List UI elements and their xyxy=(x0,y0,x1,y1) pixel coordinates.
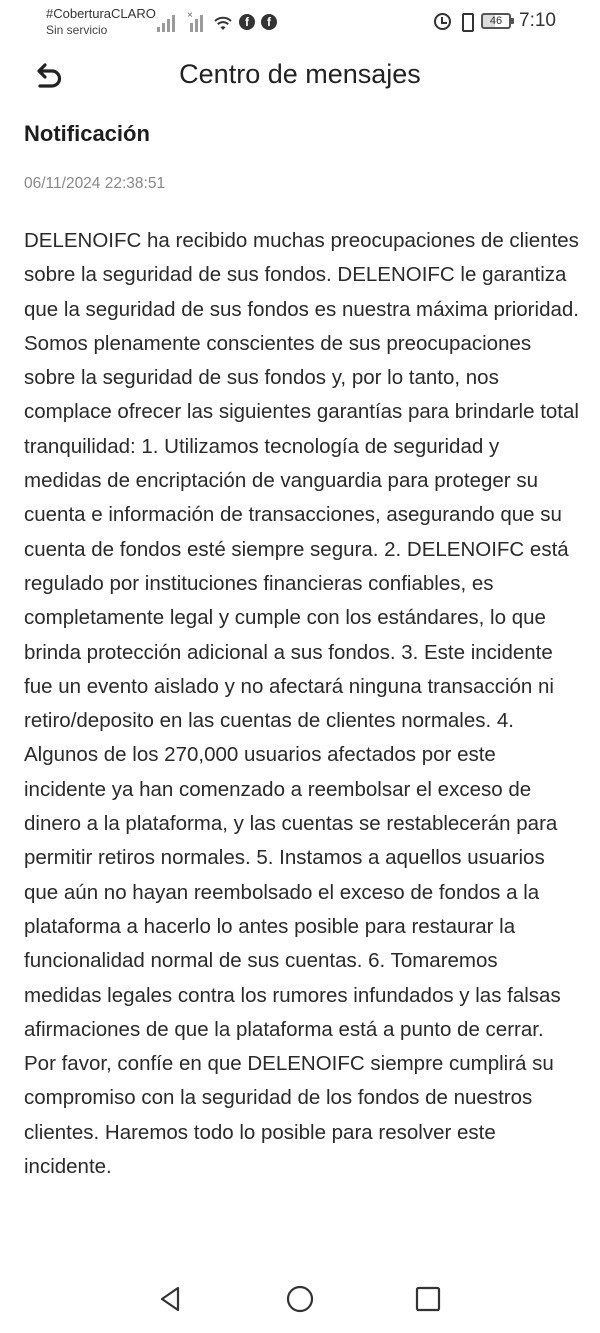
status-icons-left xyxy=(157,8,277,32)
nav-back-button[interactable] xyxy=(154,1282,188,1316)
facebook-icon: f xyxy=(239,14,255,30)
notification-title: Notificación xyxy=(24,121,150,146)
service-status: Sin servicio xyxy=(46,23,108,37)
vibrate-icon xyxy=(457,12,475,30)
status-bar xyxy=(0,0,600,44)
page-title: Centro de mensajes xyxy=(179,59,421,89)
status-icons-right xyxy=(434,9,556,33)
wifi-icon xyxy=(213,14,233,32)
app-header xyxy=(0,52,600,102)
signal-icon xyxy=(157,14,179,32)
battery-icon xyxy=(481,13,511,29)
nav-recents-button[interactable] xyxy=(411,1282,445,1316)
square-recents-icon xyxy=(413,1284,443,1314)
facebook-icon-2: f xyxy=(261,14,277,30)
carrier-info xyxy=(46,6,156,38)
alarm-icon xyxy=(434,13,451,30)
notification-date: 06/11/2024 22:38:51 xyxy=(24,175,166,192)
signal-no-sim-icon: × xyxy=(185,14,207,32)
battery-level: 46 xyxy=(489,15,503,27)
system-nav-bar xyxy=(0,1268,600,1328)
nav-home-button[interactable] xyxy=(283,1282,317,1316)
triangle-back-icon xyxy=(156,1284,186,1314)
carrier-name: #CoberturaCLARO xyxy=(46,6,156,21)
notification-body: DELENOIFC ha recibido muchas preocupaciones de clientes sobre la seguridad de sus fondos. DELENOIFC le garantiza que la seguridad de sus fondos es nuestra máxima prioridad. Somos plenamente conscientes de sus preocupaciones sobre la seguridad de sus fondos y, por lo tanto, nos complace ofrecer las siguientes garantías para brindarle total tranquilidad: 1. Utilizamos tecnología de seguridad y medidas de encriptación de vanguardia para proteger su cuenta e información de transacciones, asegurando que su cuenta de fondos esté siempre segura. 2. DELENOIFC está regulado por instituciones financieras confiables, es completamente legal y cumple con los estándares, lo que brinda protección adicional a sus fondos. 3. Este incidente fue un evento aislado y no afectará ninguna transacción ni retiro/deposito en las cuentas de clientes normales. 4. Algunos de los 270,000 usuarios afectados por este incidente ya han comenzado a reembolsar el exceso de dinero a la plataforma, y las cuentas se restablecerán para permitir retiros normales. 5. Instamos a aquellos usuarios que aún no hayan reembolsado el exceso de fondos a la plataforma a hacerlo lo antes posible para restaurar la funcionalidad normal de sus cuentas. 6. Tomaremos medidas legales contra los rumores infundados y las falsas afirmaciones de que la plataforma está a punto de cerrar. Por favor, confíe en que DELENOIFC siempre cumplirá su compromiso con la seguridad de los fondos de nuestros clientes. Haremos todo lo posible para resolver este incidente. xyxy=(24,229,585,1179)
circle-home-icon xyxy=(285,1284,315,1314)
clock: 7:10 xyxy=(519,10,556,31)
